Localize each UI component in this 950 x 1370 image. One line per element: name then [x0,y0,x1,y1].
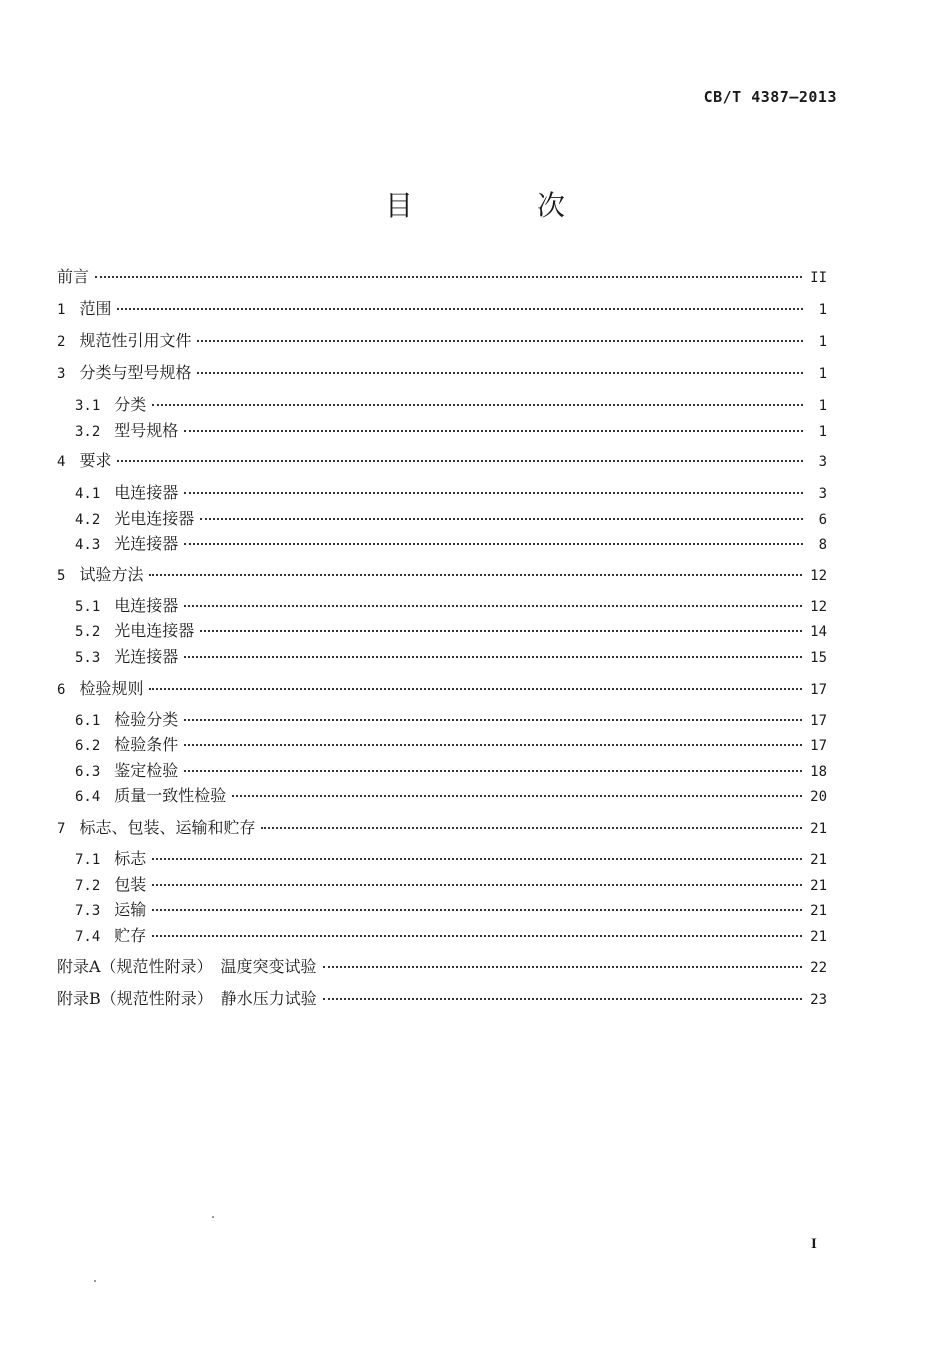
toc-title: 目 次 [384,189,613,222]
toc-entry-page: 22 [810,960,827,976]
toc-entry[interactable] [75,733,827,757]
toc-entry[interactable] [75,619,827,643]
toc-entry-label: 附录B（规范性附录） 静水压力试验 [57,989,317,1008]
toc-entry[interactable] [75,784,827,808]
toc-entry[interactable] [57,563,827,587]
toc-entry-number: 7.2 [75,878,101,894]
toc-leader-dots [323,965,803,968]
toc-entry-page: 3 [818,454,827,470]
toc-entry-page: 6 [818,512,827,528]
toc-entry-page: 18 [810,764,827,780]
toc-entry[interactable] [75,481,827,505]
toc-entry[interactable] [75,847,827,871]
toc-entry-label: 标志、包装、运输和贮存 [79,818,256,837]
toc-entry-label: 分类 [114,395,147,414]
toc-entry[interactable] [75,898,827,922]
toc-entry-page: 21 [810,929,827,945]
toc-entry-number: 1 [57,302,66,318]
toc-entry-page: II [810,270,827,286]
toc-entry-page: 17 [810,713,827,729]
toc-entry[interactable] [75,393,827,417]
toc-entry-number: 7.4 [75,929,101,945]
toc-leader-dots [184,655,802,658]
toc-leader-dots [184,769,802,772]
toc-entry-number: 4.2 [75,512,101,528]
toc-entry[interactable] [57,955,827,979]
toc-entry-number: 5 [57,568,66,584]
toc-entry-label: 附录A（规范性附录） 温度突变试验 [57,957,317,976]
toc-entry[interactable] [57,677,827,701]
toc-entry[interactable] [57,361,827,385]
toc-leader-dots [95,275,802,278]
toc-entry[interactable] [75,594,827,618]
toc-leader-dots [152,934,802,937]
toc-entry-page: 1 [818,334,827,350]
toc-entry-label: 检验条件 [114,735,179,754]
toc-entry[interactable] [57,329,827,353]
toc-entry-number: 6 [57,682,66,698]
toc-entry-page: 14 [810,624,827,640]
toc-entry-page: 21 [810,821,827,837]
toc-entry[interactable] [75,924,827,948]
toc-leader-dots [232,794,802,797]
toc-entry-page: 1 [818,302,827,318]
toc-leader-dots [149,573,802,576]
toc-leader-dots [197,371,803,374]
toc-leader-dots [184,491,803,494]
toc-entry-number: 5.1 [75,599,101,615]
toc-leader-dots [149,687,802,690]
toc-entry-page: 8 [818,537,827,553]
toc-entry-page: 1 [818,424,827,440]
toc-leader-dots [184,718,802,721]
toc-entry[interactable] [57,816,827,840]
toc-entry-label: 前言 [57,267,90,286]
toc-entry-number: 7 [57,821,66,837]
toc-leader-dots [184,743,802,746]
toc-entry-label: 标志 [114,849,147,868]
toc-entry[interactable] [75,507,827,531]
toc-entry-page: 3 [818,486,827,502]
toc-entry[interactable] [75,419,827,443]
toc-entry-page: 21 [810,903,827,919]
toc-entry-label: 鉴定检验 [114,761,179,780]
toc-entry-label: 光连接器 [114,534,179,553]
toc-entry-number: 4 [57,454,66,470]
toc-leader-dots [117,459,803,462]
toc-leader-dots [261,826,802,829]
toc-entry-label: 包装 [114,875,147,894]
toc-leader-dots [184,429,803,432]
toc-entry-number: 6.3 [75,764,101,780]
toc-entry-page: 17 [810,682,827,698]
toc-entry-page: 20 [810,789,827,805]
toc-entry-number: 6.2 [75,738,101,754]
toc-leader-dots [200,629,802,632]
toc-entry-label: 贮存 [114,926,147,945]
toc-leader-dots [152,883,802,886]
toc-entry-label: 要求 [79,451,112,470]
toc-entry[interactable] [57,987,827,1011]
toc-entry-number: 3.2 [75,424,101,440]
toc-entry-page: 21 [810,878,827,894]
toc-entry-label: 分类与型号规格 [79,363,192,382]
toc-entry-label: 质量一致性检验 [114,786,227,805]
toc-entry-label: 检验分类 [114,710,179,729]
toc-entry-page: 21 [810,852,827,868]
toc-entry-label: 运输 [114,900,147,919]
toc-entry-page: 15 [810,650,827,666]
toc-leader-dots [184,604,802,607]
toc-entry[interactable] [57,265,827,289]
standard-code: CB/T 4387—2013 [703,88,837,106]
toc-entry-page: 1 [818,366,827,382]
toc-leader-dots [117,307,803,310]
toc-leader-dots [200,517,803,520]
toc-entry-number: 2 [57,334,66,350]
toc-entry-number: 5.2 [75,624,101,640]
toc-entry-number: 7.3 [75,903,101,919]
toc-entry[interactable] [75,532,827,556]
toc-entry-label: 光连接器 [114,647,179,666]
toc-entry[interactable] [75,708,827,732]
toc-entry-label: 电连接器 [114,596,179,615]
toc-entry-label: 规范性引用文件 [79,331,192,350]
toc-entry-page: 23 [810,992,827,1008]
toc-entry-label: 光电连接器 [114,621,195,640]
toc-entry-label: 试验方法 [79,565,144,584]
toc-entry[interactable] [75,759,827,783]
toc-entry-number: 4.3 [75,537,101,553]
toc-entry-page: 17 [810,738,827,754]
toc-entry-label: 检验规则 [79,679,144,698]
toc-leader-dots [152,403,803,406]
toc-leader-dots [152,857,802,860]
toc-entry-page: 12 [810,568,827,584]
toc-entry-page: 12 [810,599,827,615]
toc-entry-number: 3.1 [75,398,101,414]
toc-entry-label: 电连接器 [114,483,179,502]
toc-entry-number: 5.3 [75,650,101,666]
scan-speck [212,1216,214,1218]
toc-entry[interactable] [75,645,827,669]
toc-entry-page: 1 [818,398,827,414]
scan-speck [94,1280,96,1282]
toc-entry[interactable] [57,449,827,473]
toc-entry-number: 7.1 [75,852,101,868]
toc-entry-number: 3 [57,366,66,382]
toc-leader-dots [323,997,802,1000]
toc-leader-dots [184,542,803,545]
toc-entry-label: 型号规格 [114,421,179,440]
toc-entry-label: 光电连接器 [114,509,195,528]
toc-entry[interactable] [57,297,827,321]
page-number: I [811,1236,817,1252]
toc-entry[interactable] [75,873,827,897]
toc-entry-number: 6.4 [75,789,101,805]
toc-leader-dots [152,908,802,911]
toc-leader-dots [197,339,803,342]
toc-entry-label: 范围 [79,299,112,318]
toc-entry-number: 4.1 [75,486,101,502]
toc-entry-number: 6.1 [75,713,101,729]
